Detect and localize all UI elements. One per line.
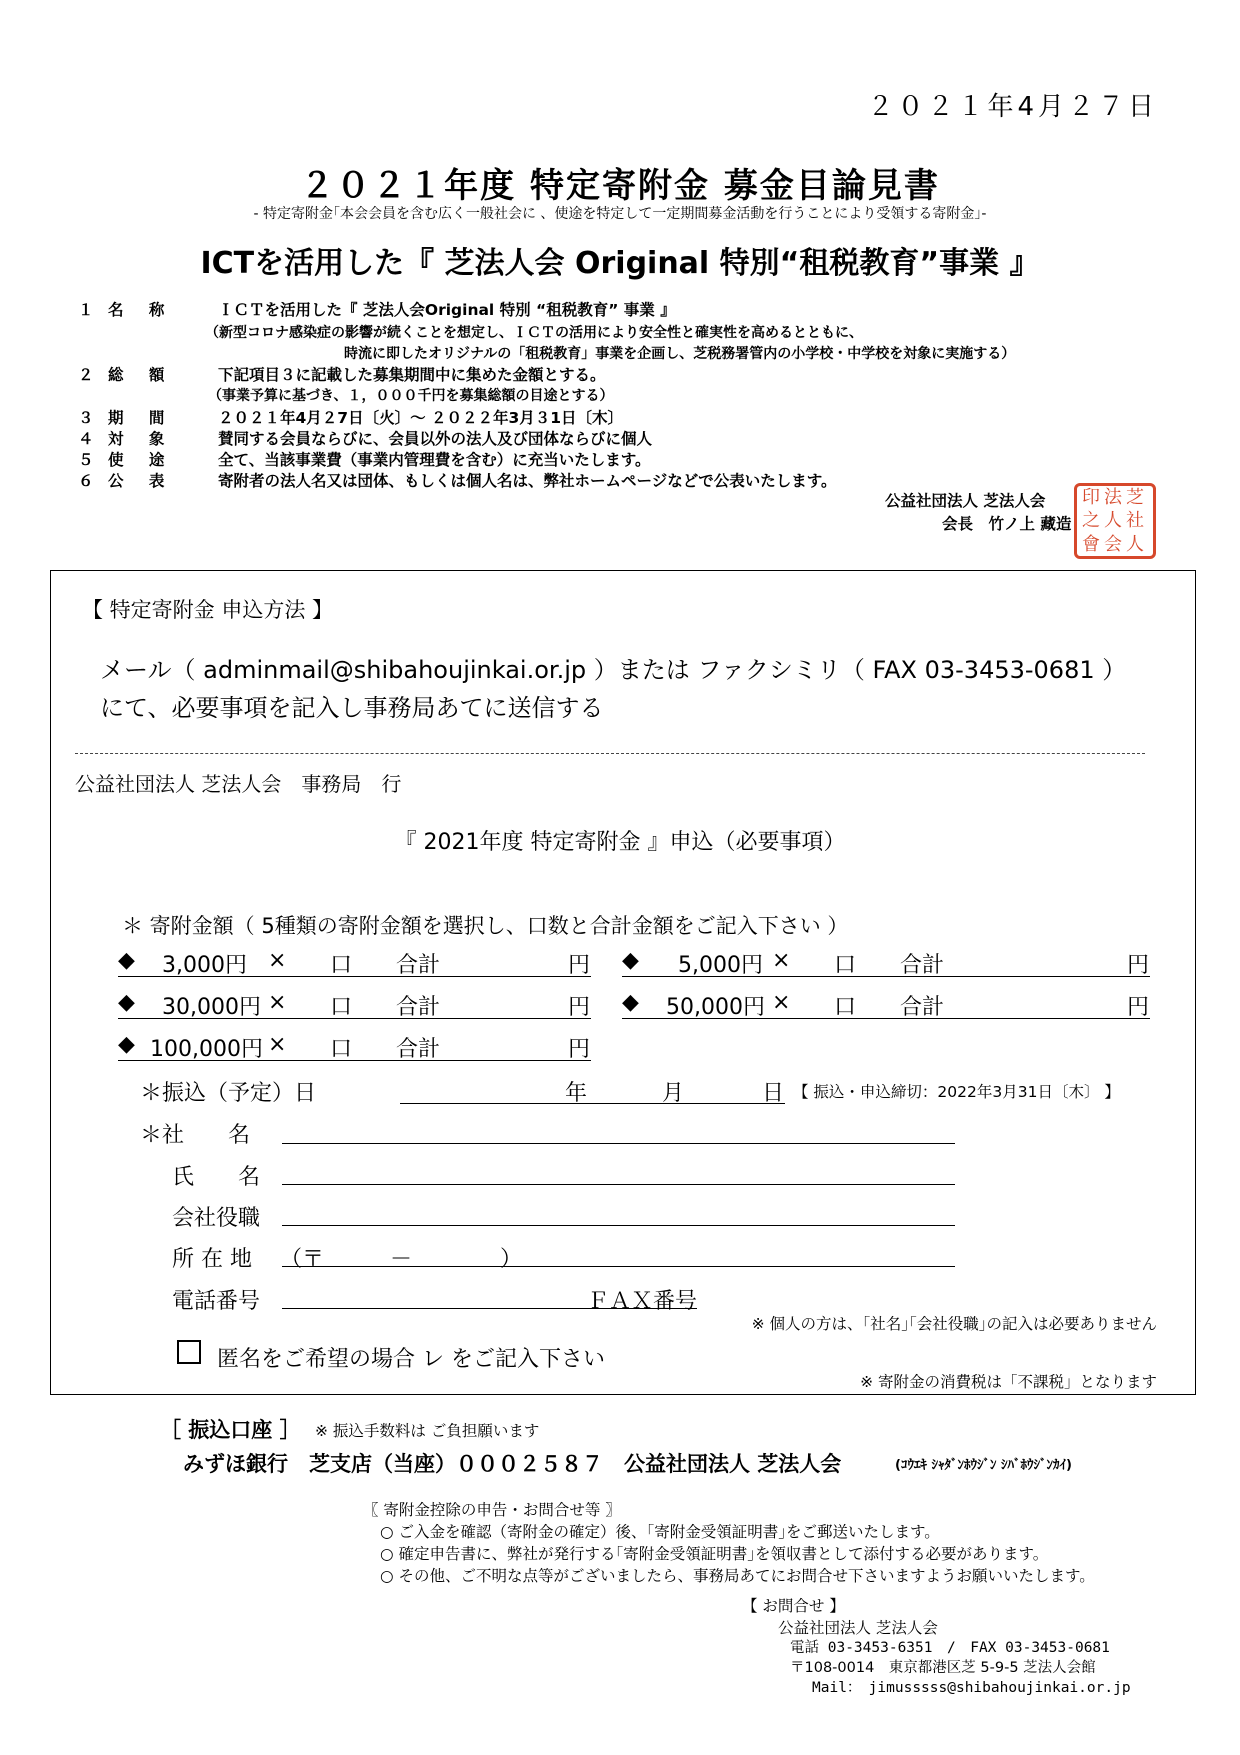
form-heading: 【 特定寄附金 申込方法 】 — [82, 598, 334, 622]
transfer-date-label: ＊振込（予定）日 — [140, 1081, 317, 1106]
item-publication: ６ 公 表 寄附者の法人名又は団体、もしくは個人名は、弊社ホームページなどで公表いたします。 — [78, 472, 837, 490]
amount-heading: ＊ 寄附金額（ 5種類の寄附金額を選択し、口数と合計金額をご記入下さい ） — [122, 914, 849, 938]
company-name-label: ＊社 名 — [140, 1123, 251, 1148]
contact-mail[interactable]: Mail： jimusssss@shibahoujinkai.or.jp — [812, 1680, 1131, 1696]
amount-line — [622, 976, 1150, 977]
amount-line — [622, 1018, 1150, 1019]
item-usage: ５ 使 途 全て、当該事業費（事業内管理費を含む）に充当いたします。 — [78, 451, 651, 469]
deduction-heading: 〖 寄附金控除の申告・お問合せ等 〗 — [363, 1501, 621, 1519]
item-target: ４ 対 象 賛同する会員ならびに、会員以外の法人及び団体ならびに個人 — [78, 430, 653, 448]
bank-fee-note: ※ 振込手数料は ご負担願います — [315, 1422, 540, 1440]
cut-line-divider — [75, 753, 1145, 754]
individual-note: ※ 個人の方は、｢社名｣｢会社役職｣の記入は必要ありません — [751, 1315, 1157, 1333]
anonymous-checkbox[interactable] — [177, 1340, 201, 1364]
amount-row-100000[interactable]: ◆ 100,000円 × 口 合計 円 — [118, 1032, 591, 1062]
amount-line — [118, 1018, 591, 1019]
amount-row-5000[interactable]: ◆ 5,000円 × 口 合計 円 — [622, 948, 1150, 978]
bank-heading: ［ 振込口座 ］ — [160, 1418, 301, 1442]
document-subtitle: - 特定寄附金｢本会会員を含む広く一般社会に 、使途を特定して一定期間募金活動を行うことにより受領する寄附金｣- — [253, 206, 987, 222]
project-title: ICTを活用した『 芝法人会 Original 特別“租税教育”事業 』 — [200, 246, 1040, 281]
company-name-field[interactable] — [282, 1143, 955, 1144]
amount-line — [118, 1060, 591, 1061]
company-seal-stamp: 印 法 芝 之 人 社 會 会 人 — [1074, 483, 1156, 559]
address-label: 所 在 地 — [172, 1247, 252, 1272]
bank-account: みずほ銀行 芝支店（当座）０００２５８７ 公益社団法人 芝法人会 — [183, 1452, 842, 1476]
deduction-item: ○ ご入金を確認（寄附金の確定）後、｢寄附金受領証明書｣をご郵送いたします。 — [380, 1523, 940, 1541]
document-title: ２０２１年度 特定寄附金 募金目論見書 — [300, 166, 940, 206]
signature-org: 公益社団法人 芝法人会 — [885, 492, 1046, 510]
address-postal-value: （〒 － ） — [280, 1247, 523, 1272]
item1-note1: （新型コロナ感染症の影響が続くことを想定し、ＩＣＴの活用により安全性と確実性を高めるとともに、 — [205, 325, 863, 341]
document-date: ２０２１年4月２７日 — [867, 92, 1158, 122]
person-name-label: 氏 名 — [172, 1165, 261, 1190]
amount-row-3000[interactable]: ◆ 3,000円 × 口 合計 円 — [118, 948, 591, 978]
amount-row-50000[interactable]: ◆ 50,000円 × 口 合計 円 — [622, 990, 1150, 1020]
fax-label: ＦＡＸ番号 — [587, 1289, 698, 1314]
addressee: 公益社団法人 芝法人会 事務局 行 — [75, 772, 402, 796]
signature-name: 会長 竹ノ上 藏造 — [942, 515, 1072, 533]
phone-label: 電話番号 — [172, 1289, 261, 1314]
item-period: ３ 期 間 ２０２１年4月２7日〔火〕～ ２０２２年3月３1日〔木〕 — [78, 409, 624, 427]
method-line2: にて、必要事項を記入し事務局あてに送信する — [100, 694, 604, 722]
anonymous-label: 匿名をご希望の場合 レ をご記入下さい — [217, 1347, 605, 1372]
position-label: 会社役職 — [172, 1206, 261, 1231]
amount-row-30000[interactable]: ◆ 30,000円 × 口 合計 円 — [118, 990, 591, 1020]
item-total: ２ 総 額 下記項目３に記載した募集期間中に集めた金額とする。 — [78, 366, 606, 384]
item1-note2: 時流に即したオリジナルの「租税教育」事業を企画し、芝税務署管内の小学校・中学校を対象に実施する） — [344, 346, 1016, 362]
method-line1: メール（ adminmail@shibahoujinkai.or.jp ）または ファクシミリ（ FAX 03-3453-0681 ） — [100, 656, 1127, 684]
contact-address: 〒108-0014 東京都港区芝 5-9-5 芝法人会館 — [790, 1660, 1096, 1676]
person-name-field[interactable] — [282, 1184, 955, 1185]
bank-account-kana: (ｺｳｴｷ ｼｬﾀﾞﾝﾎｳｼﾞﾝ ｼﾊﾞﾎｳｼﾞﾝｶｲ) — [895, 1458, 1072, 1473]
contact-org: 公益社団法人 芝法人会 — [778, 1619, 938, 1637]
contact-heading: 【 お問合せ 】 — [742, 1597, 845, 1615]
month-label: 月 — [662, 1081, 685, 1106]
item-name: １ 名 称 ＩＣＴを活用した『 芝法人会Original 特別 “租税教育” 事業 』 — [78, 301, 676, 319]
transfer-date-field[interactable] — [400, 1103, 785, 1104]
address-field[interactable] — [282, 1266, 955, 1267]
contact-phone: 電話 03-3453-6351 / FAX 03-3453-0681 — [790, 1640, 1110, 1656]
form-title: 『 2021年度 特定寄附金 』申込（必要事項） — [394, 830, 846, 855]
position-field[interactable] — [282, 1225, 955, 1226]
deduction-item: ○ 確定申告書に、弊社が発行する｢寄附金受領証明書｣を領収書として添付する必要があります。 — [380, 1545, 1049, 1563]
year-label: 年 — [565, 1081, 588, 1106]
deadline-note: 【 振込・申込締切：2022年3月31日〔木〕 】 — [793, 1083, 1120, 1101]
item2-note: （事業予算に基づき、１，０００千円を募集総額の目途とする） — [208, 388, 614, 404]
day-label: 日 — [762, 1081, 785, 1106]
deduction-item: ○ その他、ご不明な点等がございましたら、事務局あてにお問合せ下さいますようお願いいたします。 — [380, 1567, 1095, 1585]
tax-note: ※ 寄附金の消費税は「不課税」となります — [860, 1373, 1157, 1391]
amount-line — [118, 976, 591, 977]
